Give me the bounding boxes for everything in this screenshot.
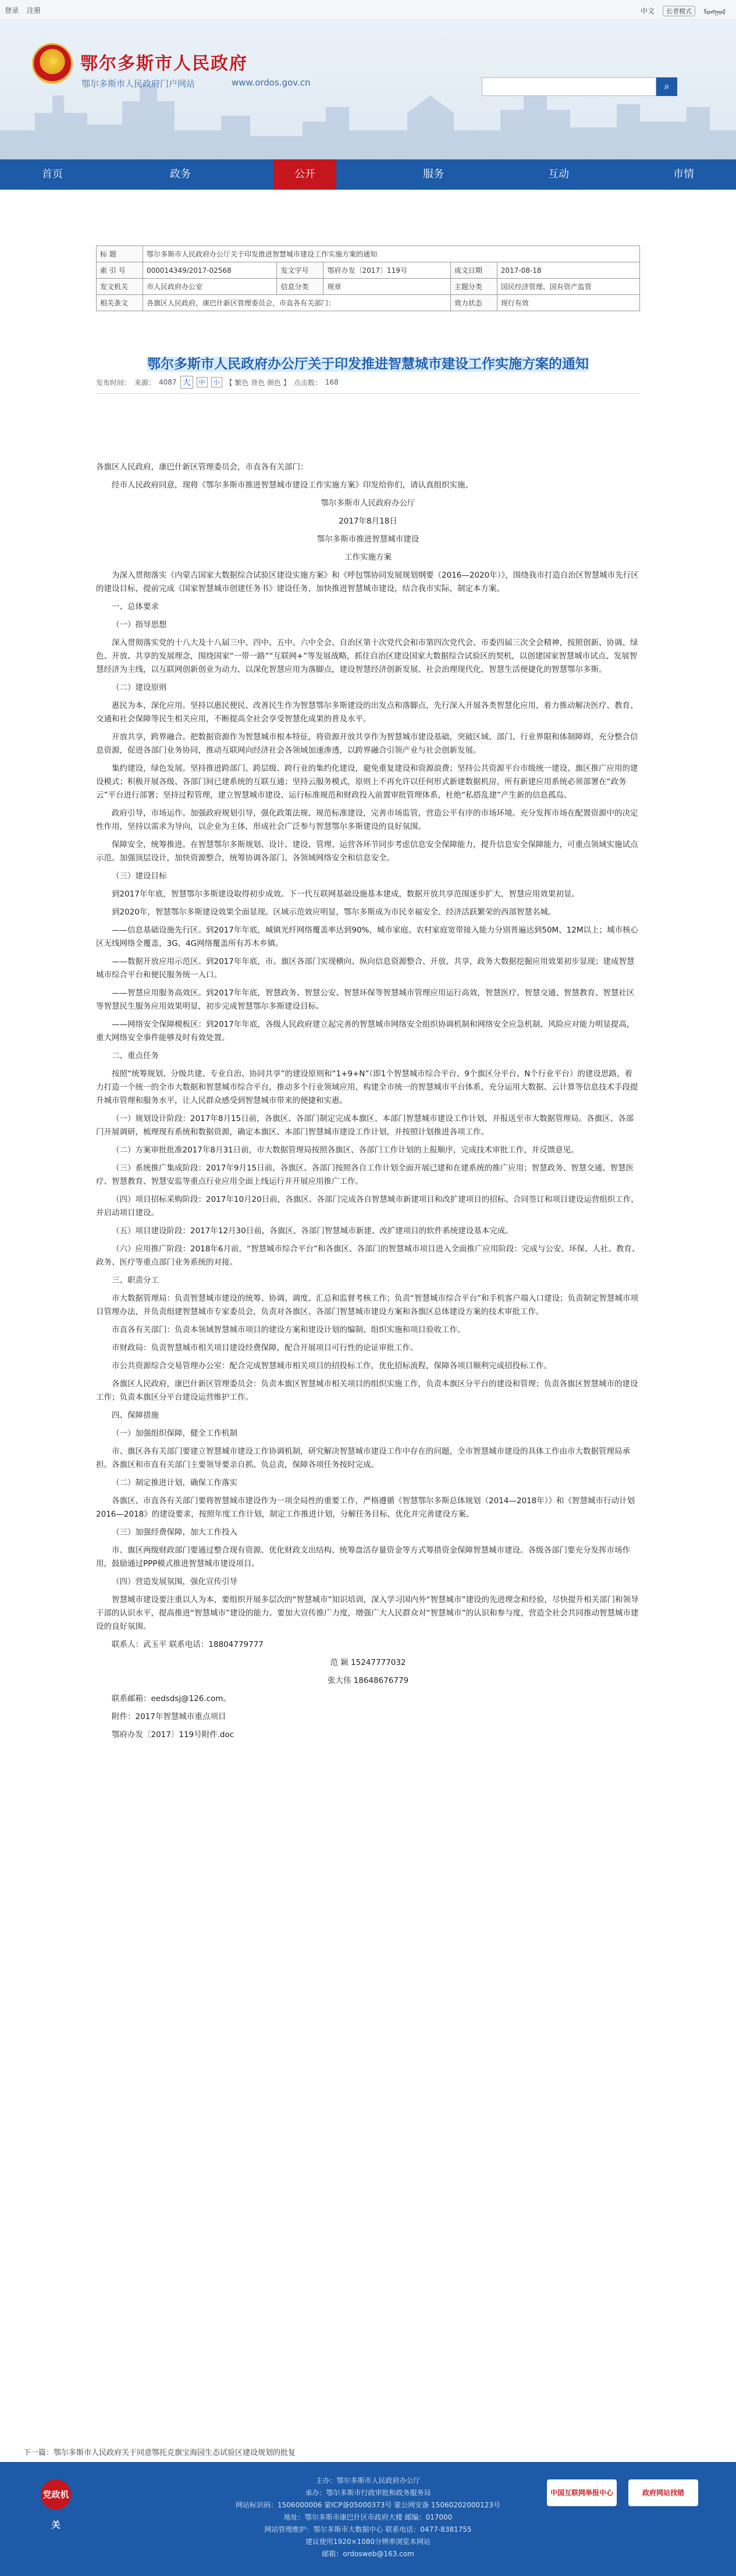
body-paragraph: 鄂尔多斯市人民政府办公厅 [321,499,415,508]
footer-line: 建议使用1920×1080分辨率浏览本网站 [305,2538,431,2546]
body-paragraph: 市、旗区两级财政部门要通过整合现有资源、优化财政支出结构、统筹盘活存量资金等方式筹措资金保障智慧城市建设。各级各部门要充分发挥市场作用，鼓励通过PPP模式推进智慧城市建设项目。 [96,1546,630,1568]
body-paragraph: 张大伟 18648676779 [327,1676,409,1685]
body-paragraph: ——数据开放应用示范区。到2017年年底，市、旗区各部门实现横向、纵向信息资源整合、开放、共享，政务大数据挖掘应用效果初步显现；建成智慧城市综合平台和便民服务统一入口。 [96,957,635,980]
meta-label: 标 题 [97,246,143,262]
body-paragraph: 2017年8月18日 [339,517,397,526]
font-size-medium-button[interactable]: 中 [197,377,208,387]
click-count: 168 [325,378,339,386]
font-size-large-button[interactable]: 大 [180,376,193,389]
body-paragraph: 惠民为本，深化应用。坚持以惠民便民、改善民生作为智慧鄂尔多斯建设的出发点和落脚点，先行深入开展各类智慧化应用，着力推动解决医疗、教育、交通和社会保障等民生相关应用，不断提高全社会享受智慧化成果的普及水平。 [96,701,638,724]
meta-label: 信息分类 [277,279,323,295]
footer-line: 网站管理维护：鄂尔多斯市大数据中心 联系电话：0477-8381755 [264,2525,472,2534]
body-paragraph: （五）项目建设阶段：2017年12月30日前，各旗区、各部门智慧城市新建、改扩建项目的软件系统建设基本完成。 [112,1226,513,1236]
register-link[interactable]: 注册 [27,6,41,15]
body-paragraph: 工作实施方案 [344,553,392,562]
body-paragraph: 各旗区、市直各有关部门要将智慧城市建设作为一项全局性的重要工作，严格遵循《智慧鄂尔多斯总体规划（2014—2018年）》和《智慧城市行动计划2016—2018》的建设要求，按照年度工作计划，制定工作推进计划，分解任务目标，优化并完善建设方案。 [96,1496,635,1519]
skyline-illustration [0,61,736,159]
main-nav [0,159,736,190]
meta-value: 鄂府办发〔2017〕119号 [323,262,450,279]
body-paragraph: （二）建设原则 [112,683,167,692]
document-title: 鄂尔多斯市人民政府办公厅关于印发推进智慧城市建设工作实施方案的通知 [147,357,589,372]
body-paragraph: 各旗区人民政府，康巴什新区管理委员会：负责本旗区智慧城市相关项目的组织实施工作，负责本旗区分平台的建设和管理；负责各旗区智慧城市的建设工作；负责本旗区分平台建设运营维护工作。 [96,1379,638,1402]
meta-label: 发文字号 [277,262,323,279]
color-options[interactable]: 【 繁色 背色 颜色 】 [225,378,290,387]
nav-open[interactable]: 公开 [273,159,336,190]
search-box [482,77,656,96]
body-paragraph: 三、职责分工 [112,1276,159,1285]
body-paragraph: 各旗区人民政府，康巴什新区管理委员会，市直各有关部门： [96,462,308,472]
publish-label: 发布时间： [96,378,131,387]
footer-line: 地址：鄂尔多斯市康巴什区市政府大楼 邮编：017000 [283,2513,453,2521]
body-paragraph: 保障安全，统筹推进。在智慧鄂尔多斯规划、设计、建设、管理、运营各环节同步考虑信息安全保障能力，提升信息安全保障能力，可重点领域实施试点示范。加强顶层设计，加快资源整合，统筹协调各部门、各领域网络安全和信息安全。 [96,840,638,863]
body-paragraph: 四、保障措施 [112,1411,159,1420]
meta-value: 2017-08-18 [497,262,639,279]
meta-label: 索 引 号 [97,262,143,279]
body-paragraph: ——信息基础设施先行区。到2017年年底，城镇光纤网络覆盖率达到90%，城市家庭、农村家庭宽带接入能力分别普遍达到50M、12M以上；城市核心区无线网络全覆盖，3G、4G网络覆盖所有苏木乡镇。 [96,926,639,948]
body-paragraph: 到2020年，智慧鄂尔多斯建设效果全面显现。区域示范效应明显，鄂尔多斯成为市民幸福安全、经济活跃繁荣的西部智慧名城。 [112,908,556,917]
site-title: 鄂尔多斯市人民政府 [80,54,248,74]
body-paragraph: 二、重点任务 [112,1051,159,1061]
body-paragraph: 为深入贯彻落实《内蒙古国家大数据综合试验区建设实施方案》和《呼包鄂协同发展规划纲要（2016—2020年）》，围绕我市打造自治区智慧城市先行区的建设目标，提前完成《国家智慧城市创建任务书》建设任务，加快推进智慧城市建设，结合我市实际，制定本方案。 [96,571,639,593]
body-paragraph: （三）系统推广集成阶段：2017年9月15日前，各旗区、各部门按照各自工作计划全面开展已建和在建系统的推广应用；智慧政务、智慧交通、智慧医疗、智慧教育、智慧安监等重点行业应用全面上线运行并开展应用推广工作。 [96,1164,634,1186]
site-subtitle: 鄂尔多斯市人民政府门户网站 [81,79,195,89]
body-paragraph: 附件：2017年智慧城市重点项目 [112,1712,226,1721]
meta-value: 市人民政府办公室 [143,279,277,295]
next-article-link[interactable]: 下一篇：鄂尔多斯市人民政府关于同意鄂托克旗宝海园生态试验区建设规划的批复 [23,2449,296,2457]
body-paragraph: 市大数据管理局：负责智慧城市建设的统筹、协调、调度、汇总和监督考核工作；负责“智慧城市综合平台”和手机客户端入口建设；负责制定智慧城市项目管理办法，并负责组建智慧城市专家委员会，负责对各旗区、各部门智慧城市建设方案和各旗区总体建设方案的技术审批工作。 [96,1294,638,1317]
nav-home[interactable]: 首页 [42,168,63,180]
body-paragraph: （六）应用推广阶段：2018年6月前，“智慧城市综合平台”和各旗区、各部门的智慧城市项目进入全面推广应用阶段：完成与公安、环保、人社、教育、政务、医疗等重点部门业务系统的对接。 [96,1244,640,1267]
font-size-small-button[interactable]: 小 [211,377,222,387]
body-paragraph: 市、旗区各有关部门要建立智慧城市建设工作协调机制，研究解决智慧城市建设工作中存在的问题，全市智慧城市建设的具体工作由市大数据管理局承担。各旗区和市直有关部门主要领导要亲自抓、负总责，保障各项任务按时完成。 [96,1447,630,1470]
click-count-label: 点击数： [293,378,322,387]
body-paragraph: 政府引导，市场运作。加强政府规划引导，强化政策法规、规范标准建设，完善市场监管，营造公平有序的市场环境。充分发挥市场在配置资源中的决定性作用，坚持以需求为导向，以企业为主体，形成社会广泛参与智慧鄂尔多斯建设的良好氛围。 [96,809,638,831]
body-paragraph: 开放共享，跨界融合。把数据资源作为智慧城市根本特征，将资源开放共享作为智慧城市建设基础，突破区域、部门、行业界限和体制障碍，充分整合信息资源，促进各部门业务协同，推动互联网向经济社会各领域加速渗透，以跨界融合引领产业与社会创新发展。 [96,732,638,755]
body-paragraph: 市直各有关部门：负责本领域智慧城市项目的建设方案和建设计划的编制、组织实施和项目验收工作。 [112,1325,465,1335]
search-icon: ⌕ [664,81,670,92]
report-center-badge[interactable]: 中国互联网举报中心 [547,2479,617,2506]
body-paragraph: 联系邮箱：eedsdsj@126.com。 [112,1694,231,1703]
body-paragraph: （二）制定推进计划，确保工作落实 [112,1478,237,1488]
footer-info [0,2475,736,2560]
top-bar [0,0,736,20]
site-header [0,20,736,159]
views-label: 来源： [134,378,156,387]
body-paragraph: ——智慧应用服务高效区。到2017年年底，智慧政务、智慧公安、智慧环保等智慧城市管理应用运行高效，智慧医疗、智慧交通、智慧教育、智慧社区等智慧民生服务应用效果明显，初步完成智慧鄂尔多斯建设目标。 [96,988,635,1011]
meta-value: 规章 [323,279,450,295]
site-footer [0,2462,736,2576]
meta-value: 现行有效 [497,295,639,311]
lang-chinese-link[interactable]: 中文 [641,7,655,15]
document-body [96,461,640,1746]
nav-affairs[interactable]: 政务 [170,168,191,180]
find-error-badge[interactable]: 政府网站找错 [628,2479,698,2506]
meta-value: 各旗区人民政府，康巴什新区管理委员会，市直各有关部门： [143,295,451,311]
body-paragraph: 按照“统筹规划、分级共建、专业自治、协同共享”的建设原则和“1+9+N”（即1个智慧城市综合平台、9个旗区分平台、N个行业平台）的建设思路，着力打造一个统一的全市大数据和智慧城市综合平台，推动多个行业领域应用，构建全市统一的智慧城市平台体系，充分运用大数据、云计算等信息技术手段提升城市管理和服务水平，让人民群众感受到智慧城市带来的便捷和实惠。 [96,1069,638,1105]
body-paragraph: 深入贯彻落实党的十八大及十八届三中、四中、五中、六中全会、自治区第十次党代会和市第四次党代会、市委四届三次全会精神，按照创新、协调、绿色、开放、共享的发展理念，围绕国家“一带一路”“互联网+”等发展战略，抓住自治区建设国家大数据综合试验区的契机，以创建国家智慧城市试点、发展智慧经济为主线，以互联网创新创业为动力，以深化智慧应用为落脚点，建设智慧经济创新发展、社会治理现代化、智慧生活便捷化的智慧鄂尔多斯。 [96,638,638,674]
national-emblem-icon: ★ [32,43,73,84]
mongolian-link[interactable]: ᠮᠣᠩᠭᠣᠯ [703,8,726,16]
body-paragraph: （四）项目招标采购阶段：2017年10月20日前，各旗区、各部门完成各自智慧城市新建项目和改扩建项目的招标、合同签订和项目建设运营组织工作，并启动项目建设。 [96,1195,639,1218]
body-paragraph: （四）营造发展氛围，强化宣传引导 [112,1577,237,1586]
meta-label: 主题分类 [450,279,497,295]
nav-service[interactable]: 服务 [423,168,444,180]
document-info-bar [96,376,640,394]
body-paragraph: 智慧城市建设要注重以人为本，要组织开展多层次的“智慧城市”知识培训，深入学习国内外“智慧城市”建设的先进理念和经验，尽快提升相关部门和领导干部的认识水平，提高推进“智慧城市”建设的能力。要加大宣传推广力度，增强广大人民群众对“智慧城市”的认识和参与度，营造全社会共同推动智慧城市建设的良好氛围。 [96,1595,639,1631]
meta-label: 成文日期 [450,262,497,279]
meta-value: 国民经济管理、国有资产监管 [497,279,639,295]
search-button[interactable] [656,77,677,96]
body-paragraph: （三）建设目标 [112,871,167,881]
meta-value: 鄂尔多斯市人民政府办公厅关于印发推进智慧城市建设工作实施方案的通知 [143,246,640,262]
body-paragraph: 范 颖 15247777032 [330,1658,406,1667]
body-paragraph: 市财政局：负责智慧城市相关项目建设经费保障，配合开展项目可行性的论证审批工作。 [112,1343,418,1353]
body-paragraph: 到2017年年底，智慧鄂尔多斯建设取得初步成效。下一代互联网基础设施基本建成，数据开放共享范围逐步扩大，智慧应用效果初显。 [112,889,579,899]
login-link[interactable]: 登录 [5,6,19,15]
body-paragraph: 联系人：武玉平 联系电话：18804779777 [112,1640,264,1649]
meta-label: 相关条文 [97,295,143,311]
body-paragraph: （一）规划设计阶段：2017年8月15日前，各旗区、各部门制定完成本旗区、本部门智慧城市建设工作计划，并报送至市大数据管理局。各旗区、各部门开展调研，梳理现有系统和数据资源，确定本旗区、本部门智慧城市建设工作计划，并按照计划推进各项工作。 [96,1114,634,1137]
body-paragraph: ——网络安全保障模板区：到2017年年底，各级人民政府建立起完善的智慧城市网络安全组织协调机制和网络安全应急机制，风险应对能力明显提高，重大网络安全事件能够及时有效处置。 [96,1020,635,1043]
body-paragraph: 经市人民政府同意，现将《鄂尔多斯市推进智慧城市建设工作实施方案》印发给你们，请认真组织实施。 [112,481,473,490]
meta-label: 效力状态 [450,295,497,311]
body-paragraph: （一）加强组织保障，健全工作机制 [112,1429,237,1438]
meta-value: 000014349/2017-02568 [143,262,277,279]
footer-line: 网站标识码：1506000006 蒙ICP备05000373号 蒙公网安备 15060202000123号 [236,2501,500,2509]
party-govt-badge[interactable]: 党政机关 [41,2479,71,2510]
body-paragraph: 市公共资源综合交易管理办公室：配合完成智慧城市相关项目的招投标工作，优化招标流程，保障各项目顺利完成招投标工作。 [112,1361,552,1371]
footer-line: 主办：鄂尔多斯市人民政府办公厅 [315,2477,421,2485]
nav-city-info[interactable]: 市情 [673,168,694,180]
footer-line: 承办：鄂尔多斯市行政审批和政务服务局 [305,2489,431,2497]
site-url: www.ordos.gov.cn [232,77,311,88]
body-paragraph: 一、总体要求 [112,602,159,611]
body-paragraph: （二）方案审批批准2017年8月31日前，市大数据管理局按照各旗区、各部门工作计划的上报顺序，完成技术审批工作，并反馈意见。 [112,1145,579,1155]
views-count: 4087 [159,378,177,386]
body-paragraph: 鄂府办发〔2017〕119号附件.doc [112,1730,234,1739]
nav-interact[interactable]: 互动 [548,168,569,180]
body-paragraph: 集约建设，绿色发展。坚持推进跨部门、跨层级、跨行业的集约化建设，避免重复建设和资源浪费；坚持公共资源平台市级统一建设、旗区推广应用的建设模式；积极开展各级、各部门间已建系统的互联互通；坚持云服务模式，原则上不再允许以任何形式新建数据机房，所有新建应用系统必须部署在“政务云”平台进行部署；坚持过程管理，建立智慧城市建设、运行标准规范和财政投入前置审批管理体系，杜绝“私搭乱建”产生新的信息孤岛。 [96,764,638,800]
document-meta-table [96,245,640,311]
body-paragraph: 鄂尔多斯市推进智慧城市建设 [317,535,419,544]
search-input[interactable] [482,78,656,95]
footer-line: 邮箱：ordosweb@163.com [322,2550,414,2558]
body-paragraph: （一）指导思想 [112,620,167,629]
body-paragraph: （三）加强经费保障，加大工作投入 [112,1528,237,1537]
meta-label: 发文机关 [97,279,143,295]
elder-mode-link[interactable]: 长者模式 [663,6,695,16]
